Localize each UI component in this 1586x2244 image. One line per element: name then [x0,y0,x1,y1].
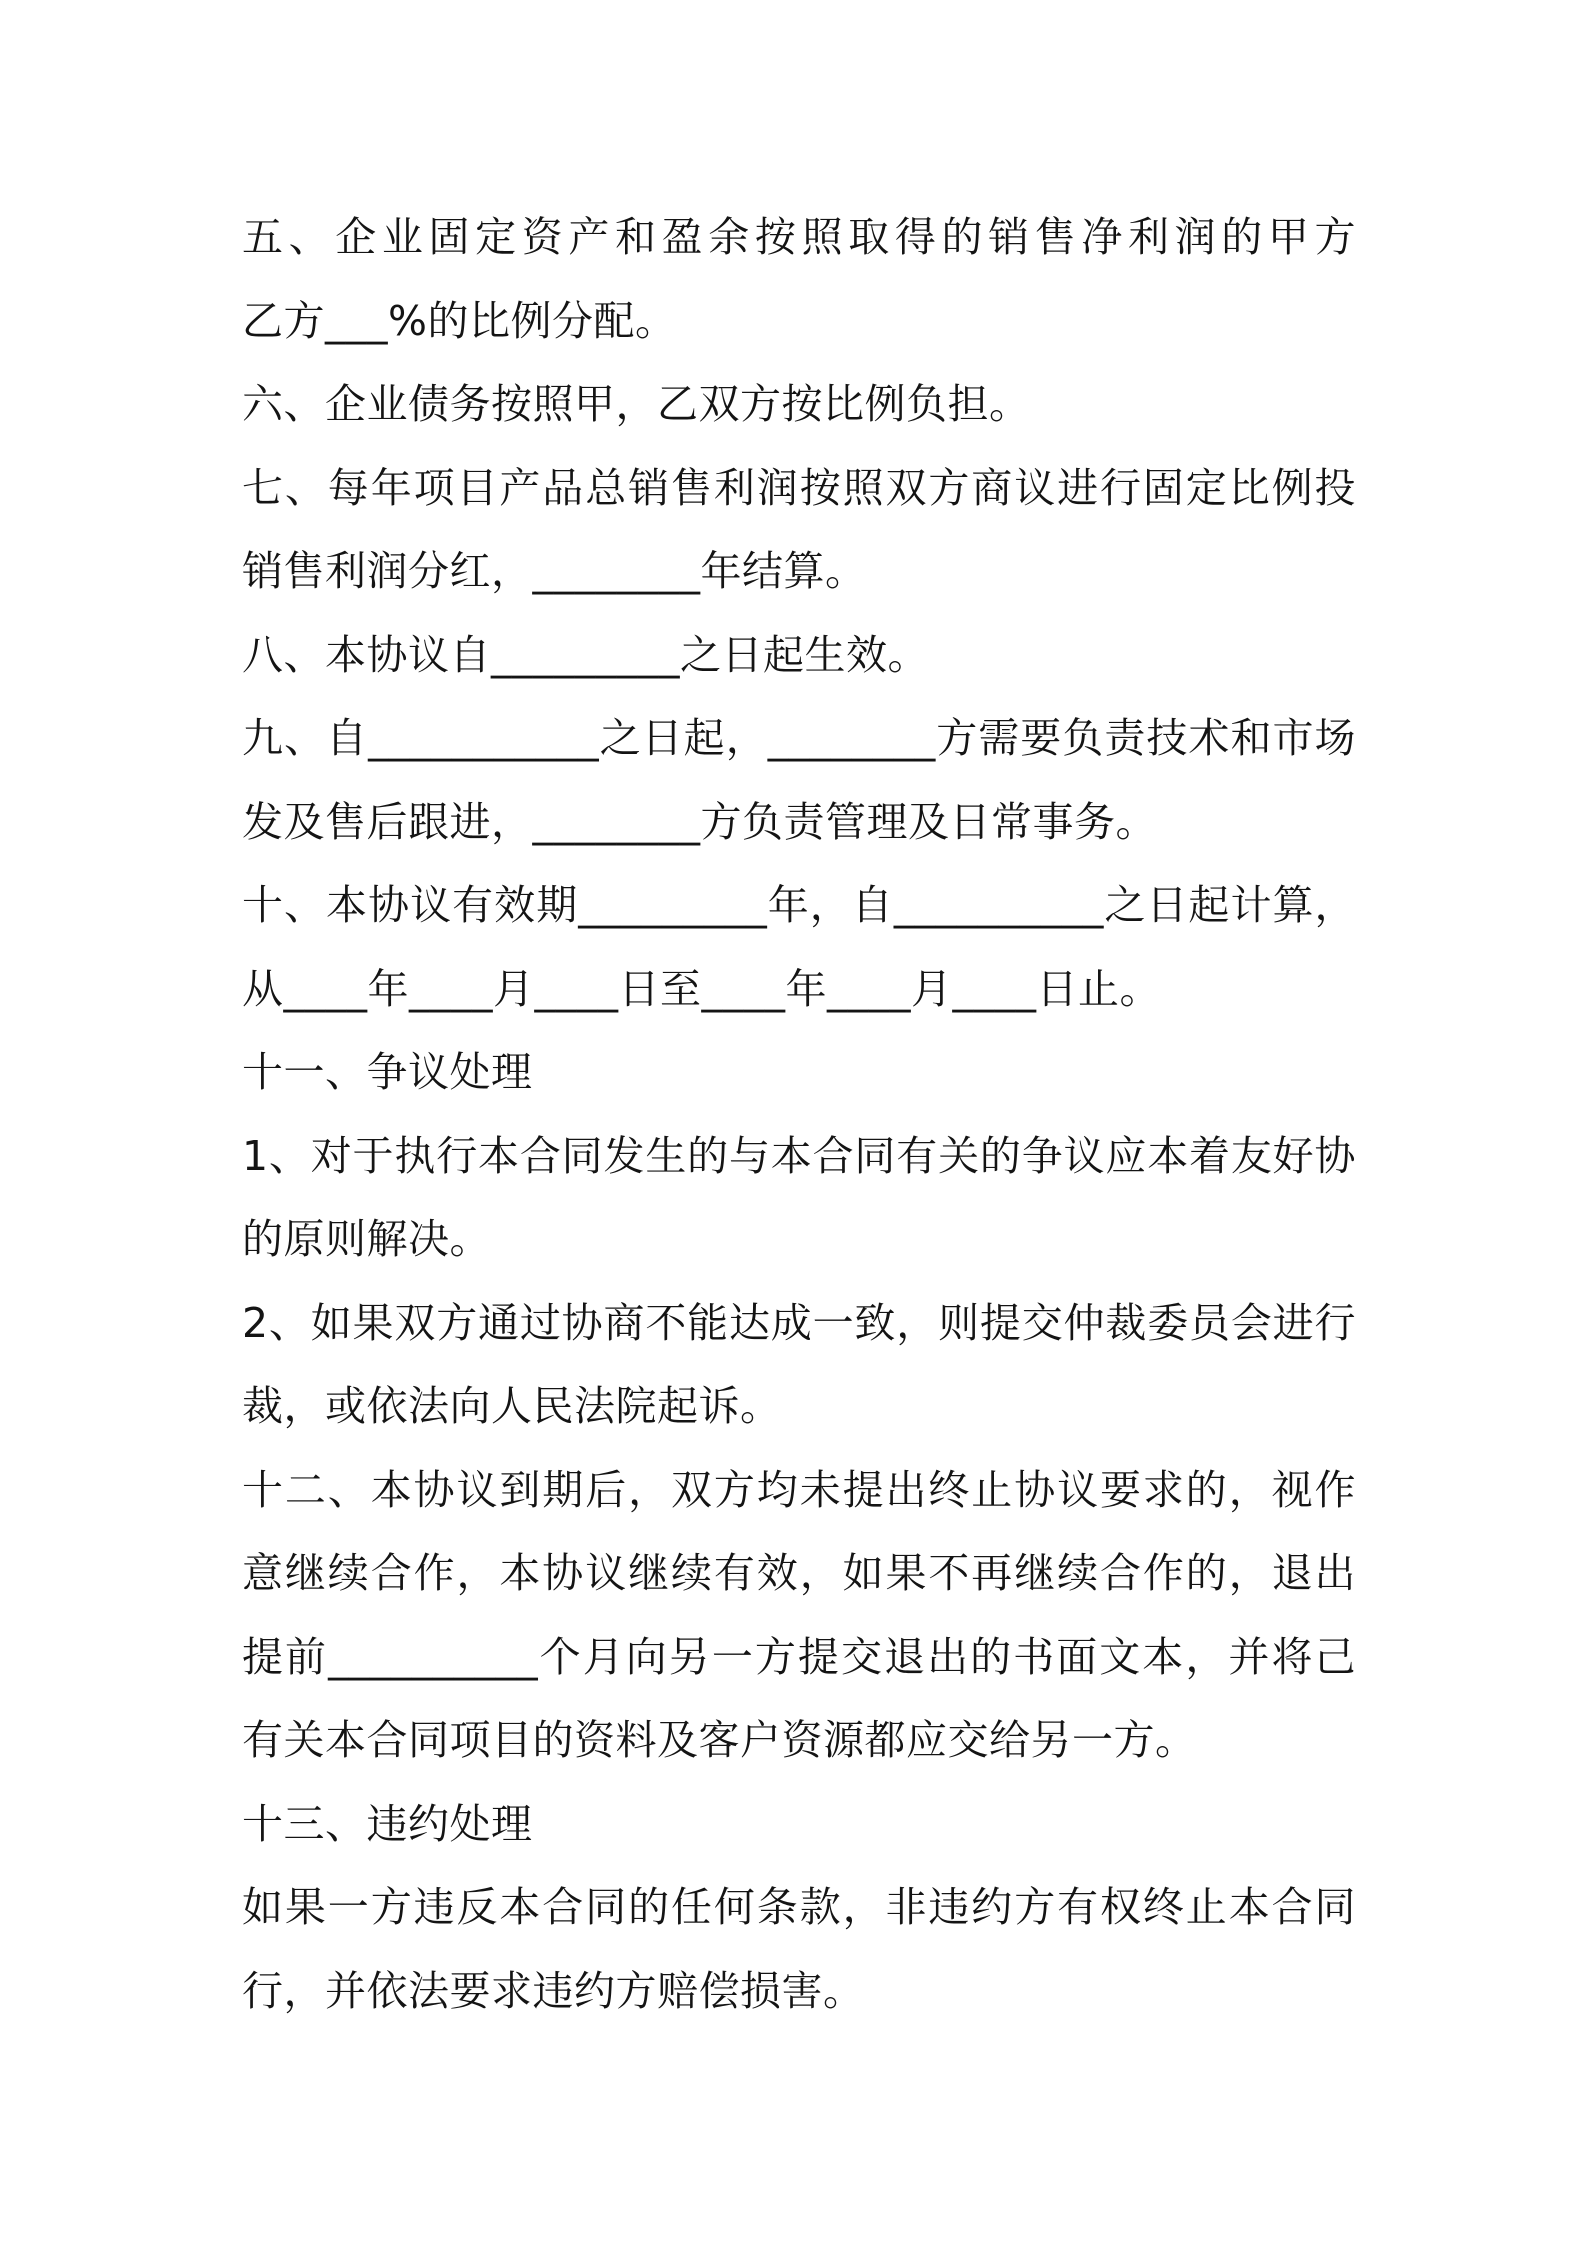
clause-7-line-1: 七、每年项目产品总销售利润按照双方商议进行固定比例投 [242,463,1356,512]
clause-6-line-1: 六、企业债务按照甲，乙双方按比例负担。 [242,380,1031,428]
clause-11-item-2-line-2: 裁，或依法向人民法院起诉。 [242,1382,782,1430]
clause-12-line-1: 十二、本协议到期后，双方均未提出终止协议要求的，视作 [242,1465,1356,1514]
clause-11-item-2-line-1: 2、如果双方通过协商不能达成一致，则提交仲裁委员会进行 [242,1298,1356,1347]
clause-5-line-1: 五、企业固定资产和盈余按照取得的销售净利润的甲方 [242,213,1356,261]
clause-12-line-3: 提前__________个月向另一方提交退出的书面文本，并将己 [242,1632,1356,1681]
clause-5-line-2: 乙方___%的比例分配。 [242,296,677,345]
contract-body [242,196,1356,2033]
clause-10-line-2: 从____年____月____日至____年____月____日止。 [242,964,1161,1013]
clause-13-heading: 十三、违约处理 [242,1799,533,1848]
clause-11-heading: 十一、争议处理 [242,1048,533,1096]
clause-12-line-4: 有关本合同项目的资料及客户资源都应交给另一方。 [242,1716,1197,1764]
clause-11-item-1-line-1: 1、对于执行本合同发生的与本合同有关的争议应本着友好协 [242,1131,1356,1180]
clause-13-line-1: 如果一方违反本合同的任何条款，非违约方有权终止本合同 [242,1883,1356,1931]
clause-9-line-1: 九、自___________之日起，________方需要负责技术和市场 [242,714,1356,762]
clause-12-line-2: 意继续合作，本协议继续有效，如果不再继续合作的，退出 [242,1549,1356,1597]
clause-7-line-2: 销售利润分红，________年结算。 [242,547,867,595]
clause-13-line-2: 行，并依法要求违约方赔偿损害。 [242,1966,865,2015]
clause-10-line-1: 十、本协议有效期_________年，自__________之日起计算， [242,881,1356,929]
clause-9-line-2: 发及售后跟进，________方负责管理及日常事务。 [242,797,1157,846]
clause-11-item-1-line-2: 的原则解决。 [242,1215,491,1263]
clause-8-line-1: 八、本协议自_________之日起生效。 [242,630,929,679]
